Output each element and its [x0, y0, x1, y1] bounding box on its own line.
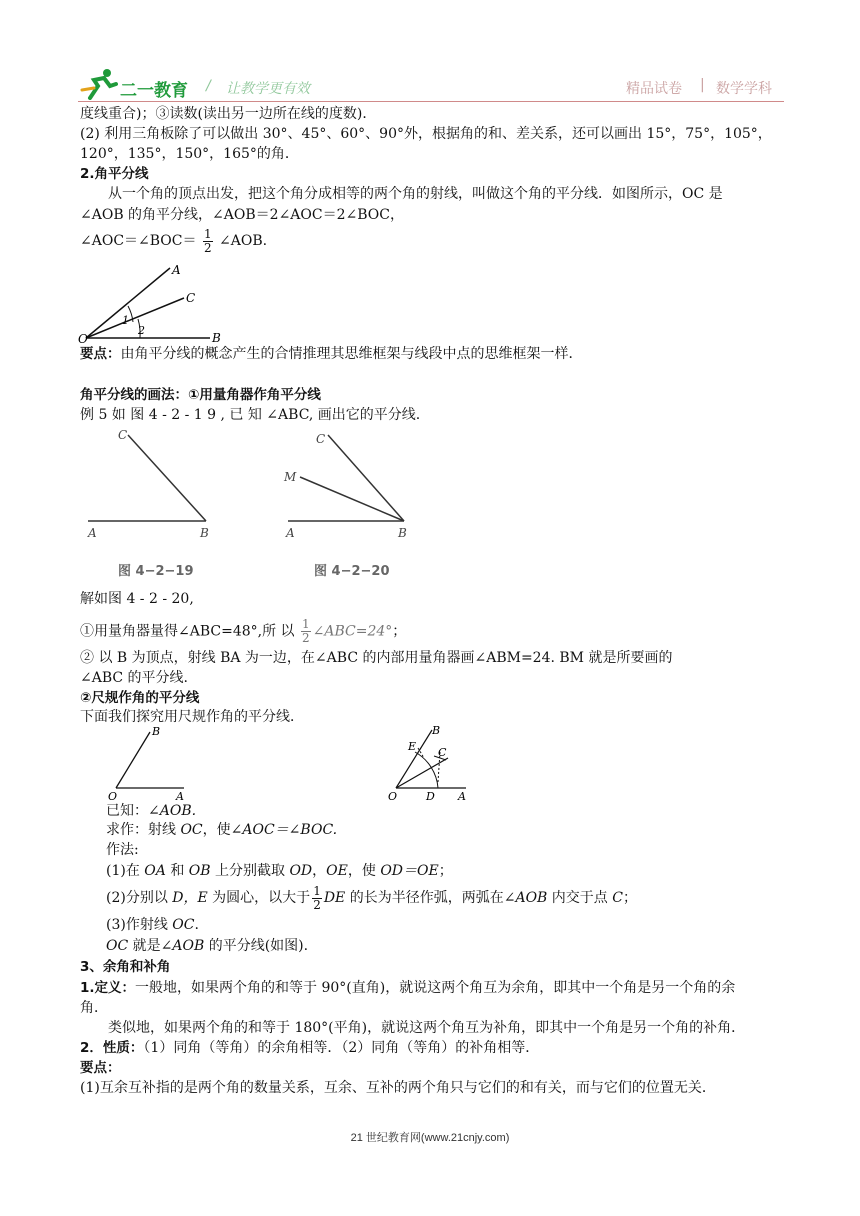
label-b: B	[152, 725, 161, 738]
required-eq: ∠AOC＝∠BOC.	[230, 822, 338, 838]
figure-angle-bisector	[78, 262, 228, 344]
label-c: C	[316, 432, 326, 446]
line-2a: (2) 利用三角板除了可以做出 30°、45°、60°、90°外，根据角的和、差关系，还可以画出 15°，75°，105°，	[80, 126, 772, 142]
header-separator: |	[700, 77, 705, 93]
ray-oc	[396, 758, 448, 788]
header-divider	[78, 101, 784, 102]
property-label: 2．性质：	[80, 1040, 144, 1056]
label-a: A	[286, 526, 295, 540]
key-point-label: 要点：	[80, 346, 121, 362]
ray-bm	[300, 477, 404, 521]
ray-ob	[116, 732, 150, 788]
logo-text: 二一教育	[120, 81, 188, 101]
para-1b: ∠AOB 的角平分线，∠AOB＝2∠AOC＝2∠BOC，	[80, 207, 404, 223]
definition	[80, 979, 735, 997]
property-text: （1）同角（等角）的余角相等．（2）同角（等角）的补角相等．	[143, 1040, 540, 1056]
header	[0, 0, 860, 105]
heading-ruler: ②尺规作角的平分线	[80, 690, 200, 706]
required-mid: ，使	[202, 822, 231, 838]
label-o: O	[388, 790, 398, 803]
label-a: A	[176, 790, 184, 803]
label-a: A	[458, 790, 466, 803]
caption-4-2-20: 图 4−2−20	[314, 564, 390, 579]
caption-4-2-19: 图 4−2−19	[118, 564, 194, 579]
figure-given-angle	[104, 724, 194, 804]
heading-method: 角平分线的画法：①用量角器作角平分线	[80, 387, 321, 403]
ray-bc	[128, 435, 206, 521]
method-step-1: (1)在 OA 和 OB 上分别截取 OD，OE，使 OD＝OE；	[106, 863, 453, 879]
logo-runner-icon	[80, 68, 118, 100]
label-b: B	[432, 724, 441, 737]
label-b: B	[212, 331, 221, 344]
required	[106, 821, 337, 839]
key-point-text: 由角平分线的概念产生的合情推理其思维框架与线段中点的思维框架一样．	[120, 346, 583, 362]
label-c: C	[118, 428, 128, 442]
ray-oc	[86, 298, 184, 338]
given-label: 已知：	[106, 803, 148, 819]
given-angle: ∠AOB.	[148, 803, 197, 819]
method-label: 作法:	[106, 842, 139, 858]
key-point	[80, 345, 583, 363]
para-1a: 从一个角的顶点出发，把这个角分成相等的两个角的射线，叫做这个角的平分线．如图所示，OC 是	[108, 186, 723, 202]
para-1c	[80, 226, 267, 256]
heading-complement: 3、余角和补角	[80, 959, 171, 975]
required-pre: 求作：射线	[106, 822, 181, 838]
fraction-half-3: $\frac{1}{2}$	[313, 883, 321, 912]
solution-step-2b: ∠ABC 的平分线.	[80, 670, 189, 686]
method-step-3: (3)作射线 OC.	[106, 917, 199, 933]
figure-4-2-19	[80, 425, 220, 543]
explore-text: 下面我们探究用尺规作角的平分线．	[80, 709, 304, 725]
figure-construction	[384, 722, 484, 804]
definition-text: 一般地，如果两个角的和等于 90°(直角)，就说这两个角互为余角，即其中一个角是另一个角的余	[135, 980, 736, 996]
property	[80, 1039, 539, 1057]
required-oc: OC	[180, 822, 203, 838]
para-1c-pre: ∠AOC＝∠BOC＝	[80, 233, 197, 249]
heading-bisector: 2.角平分线	[80, 166, 149, 182]
label-c: C	[438, 746, 447, 759]
label-o: O	[78, 332, 88, 344]
label-e: E	[408, 740, 417, 753]
definition-label: 1.定义：	[80, 980, 136, 996]
fraction-half-2: $\frac{1}{2}$	[302, 617, 310, 645]
key-point-2-item-1: (1)互余互补指的是两个角的数量关系，互余、互补的两个角只与它们的和有关，而与它们的位置无关．	[80, 1080, 716, 1096]
label-a: A	[88, 526, 97, 540]
key-point-2-label: 要点：	[80, 1060, 121, 1076]
example-5: 例 5 如 图 4 - 2 - 1 9 , 已 知 ∠ABC, 画出它的平分线.	[80, 407, 421, 423]
para-1c-post: ∠AOB.	[219, 233, 268, 249]
definition-cont: 角．	[80, 1000, 108, 1016]
figure-4-2-20	[280, 425, 420, 543]
label-m: M	[284, 470, 297, 484]
slogan: 让教学更有效	[226, 81, 310, 97]
label-b: B	[200, 526, 209, 540]
line-2b: 120°，135°，150°，165°的角．	[80, 146, 299, 162]
label-1: 1	[122, 314, 129, 327]
line-1: 度线重合)；③读数(读出另一边所在线的度数)．	[80, 106, 377, 122]
label-2: 2	[138, 324, 145, 337]
step1-expr: ∠ABC=24°	[312, 623, 393, 640]
footer: 21 世纪教育网(www.21cnjy.com)	[350, 1132, 510, 1144]
header-label-left: 精品试卷	[626, 81, 682, 97]
method-step-2: (2)分别以 D，E 为圆心，以大于 $\frac{1}{2}$ DE 的长为半径作弧，两弧在∠AOB 内交于点 C；	[106, 883, 637, 912]
header-label-right: 数学学科	[716, 81, 772, 97]
fraction-half: $\frac{1}{2}$	[203, 226, 212, 255]
label-o: O	[108, 790, 118, 803]
ray-ob	[396, 730, 432, 788]
label-d: D	[426, 790, 435, 803]
label-b: B	[398, 526, 407, 540]
label-a: A	[172, 263, 181, 277]
conclusion: OC 就是∠AOB 的平分线(如图).	[106, 938, 309, 954]
ray-oa	[86, 268, 170, 338]
step1-pre: ①用量角器量得∠ABC=48°,所 以	[80, 623, 295, 640]
slogan-separator: /	[206, 78, 211, 94]
label-c: C	[186, 291, 196, 305]
ray-bc	[328, 435, 404, 521]
solution-step-2a: ② 以 B 为顶点，射线 BA 为一边，在∠ABC 的内部用量角器画∠ABM=24. BM 就是所要画的	[80, 650, 673, 666]
similarly: 类似地，如果两个角的和等于 180°(平角)，就说这两个角互为补角，即其中一个角是另一个角的补角．	[108, 1020, 746, 1036]
step1-post: ；	[392, 623, 407, 640]
solution: 解如图 4 - 2 - 20,	[80, 591, 194, 607]
given	[106, 802, 196, 820]
solution-step-1	[80, 618, 406, 645]
